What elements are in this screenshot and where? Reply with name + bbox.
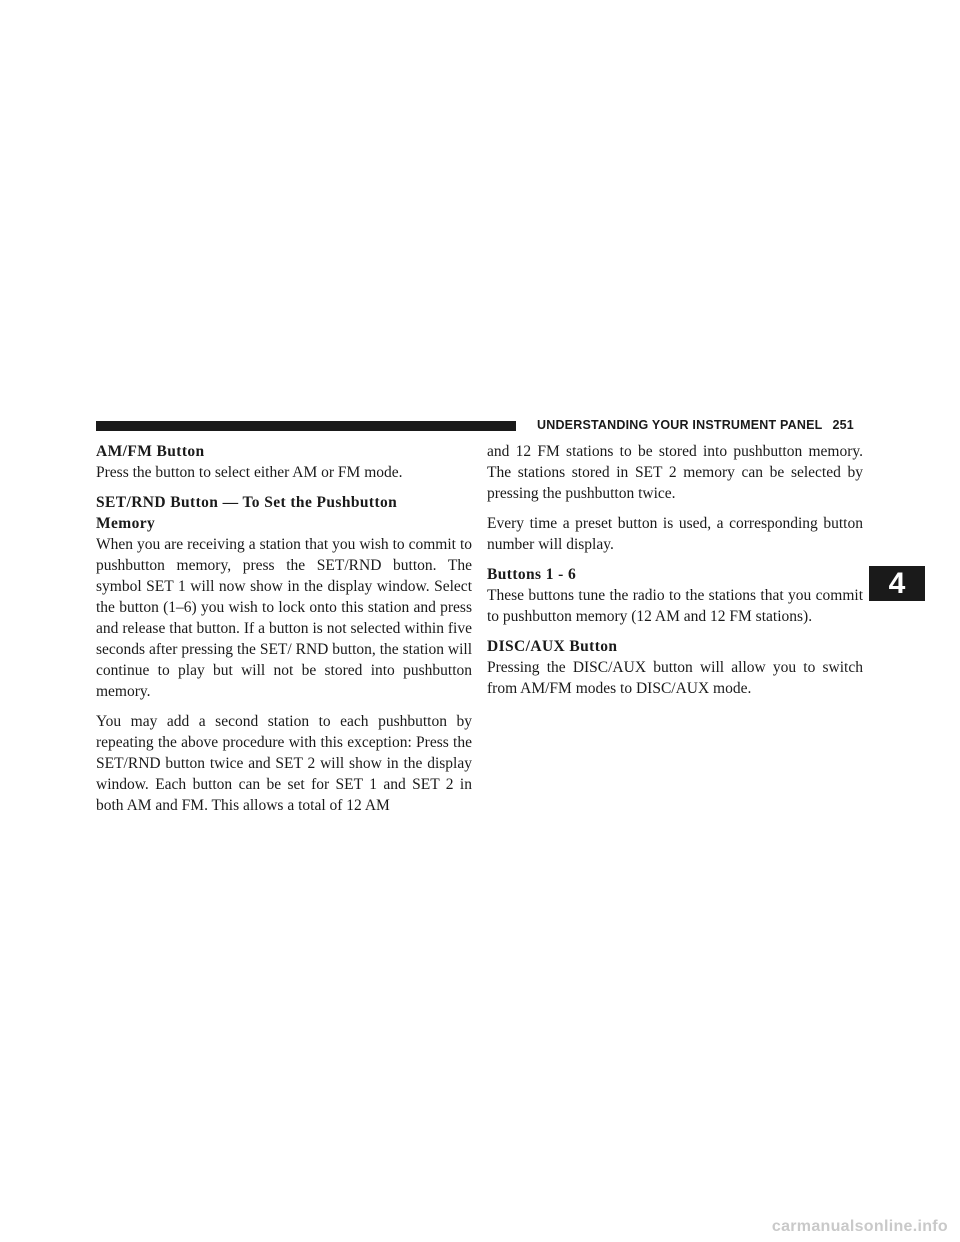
set-rnd-heading-line1: SET/RND Button — To Set the Pushbutton bbox=[96, 494, 398, 511]
set-rnd-heading-line2: Memory bbox=[96, 515, 156, 532]
continued-paragraph: and 12 FM stations to be stored into pushbutton memory. The stations stored in SET 2 memory can be selected by pressing the pushbutton twice. bbox=[487, 443, 863, 502]
disc-aux-heading: DISC/AUX Button bbox=[487, 638, 618, 655]
watermark-logo: carmanualsonline.info bbox=[771, 1218, 948, 1235]
chapter-tab: 4 bbox=[869, 566, 925, 601]
right-column bbox=[487, 441, 863, 699]
am-fm-text: Press the button to select either AM or FM mode. bbox=[96, 464, 403, 481]
preset-note: Every time a preset button is used, a corresponding button number will display. bbox=[487, 515, 863, 553]
page-number: 251 bbox=[832, 418, 854, 432]
set-rnd-paragraph-2: You may add a second station to each pushbutton by repeating the above procedure with this exception: Press the SET/RND button twice and SET 2 will show in the display window. Each button can be set for SET 1 and SET 2 in both AM and FM. This allows a total of 12 AM bbox=[96, 713, 472, 814]
header-rule bbox=[96, 421, 516, 431]
buttons-1-6-heading: Buttons 1 - 6 bbox=[487, 566, 577, 583]
set-rnd-paragraph-1: When you are receiving a station that you wish to commit to pushbutton memory, press the SET/RND button. The symbol SET 1 will now show in the display window. Select the button (1–6) you wish to lock onto this station and press and release that button. If a button is not selected within five seconds after pressing the SET/ RND button, the station will continue to play but will not be stored into pushbutton memory. bbox=[96, 536, 472, 700]
am-fm-heading: AM/FM Button bbox=[96, 443, 205, 460]
running-header bbox=[537, 418, 854, 432]
left-column bbox=[96, 441, 472, 816]
disc-aux-text: Pressing the DISC/AUX button will allow you to switch from AM/FM modes to DISC/AUX mode. bbox=[487, 659, 863, 697]
section-title: UNDERSTANDING YOUR INSTRUMENT PANEL bbox=[537, 418, 823, 432]
buttons-1-6-text: These buttons tune the radio to the stations that you commit to pushbutton memory (12 AM and 12 FM stations). bbox=[487, 587, 863, 625]
